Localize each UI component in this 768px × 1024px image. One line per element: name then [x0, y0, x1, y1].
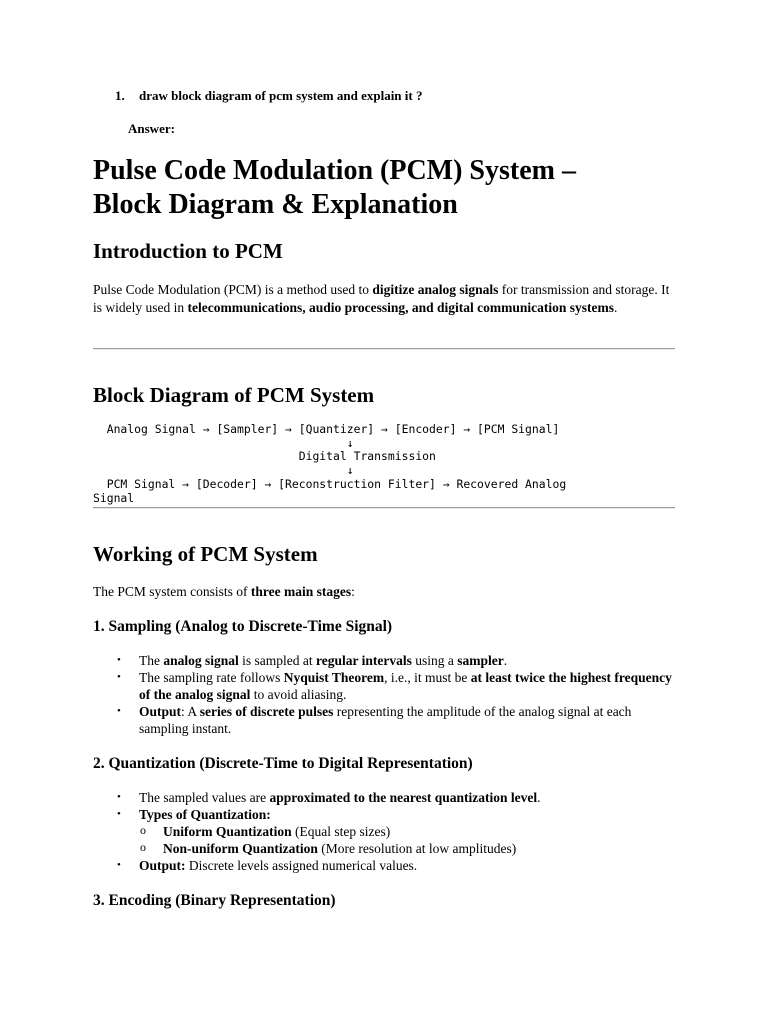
text-run: is sampled at	[238, 653, 317, 668]
divider-1	[93, 348, 675, 350]
text-run: : A	[181, 704, 200, 719]
working-paragraph	[93, 583, 675, 601]
intro-text-3: .	[614, 299, 618, 315]
quantization-types-list	[139, 823, 675, 857]
bold-run: regular intervals	[316, 653, 412, 668]
intro-paragraph	[93, 281, 675, 316]
question-number: 1.	[115, 88, 125, 103]
bold-run: sampler	[457, 653, 504, 668]
intro-text-2: for transmission and storage. It is widely used in	[93, 282, 670, 315]
intro-bold-1: digitize analog signals	[372, 282, 499, 297]
block-diagram-arrow-1: ↓	[93, 435, 354, 450]
bullet-icon: •	[117, 705, 121, 717]
bullet-icon: •	[117, 808, 121, 820]
block-diagram-text	[93, 423, 566, 505]
bold-run: Non-uniform Quantization	[163, 841, 318, 856]
text-run: .	[537, 790, 541, 805]
list-item	[115, 806, 675, 857]
list-item	[115, 789, 675, 806]
text-run: representing the amplitude of the analog signal at each sampling instant.	[139, 704, 632, 736]
list-item	[115, 669, 675, 703]
block-diagram-line-5: PCM Signal → [Decoder] → [Reconstruction Filter] → Recovered Analog	[93, 476, 567, 491]
quantization-list	[115, 789, 675, 874]
bold-run: approximated to the nearest quantization level	[269, 790, 538, 805]
intro-text-1: Pulse Code Modulation (PCM) is a method used to	[93, 282, 373, 297]
working-text-2: :	[351, 584, 355, 599]
sub-bullet-icon: o	[140, 840, 146, 854]
sub-bullet-icon: o	[140, 823, 146, 837]
text-run: .	[503, 653, 508, 668]
list-item	[139, 823, 675, 840]
working-heading: Working of PCM System	[93, 542, 318, 566]
page-title-line-1: Pulse Code Modulation (PCM) System –	[93, 155, 576, 186]
working-bold-1: three main stages	[250, 584, 352, 599]
encoding-heading: 3. Encoding (Binary Representation)	[93, 892, 336, 909]
bullet-icon: •	[117, 654, 121, 666]
quantization-heading: 2. Quantization (Discrete-Time to Digital Representation)	[93, 755, 473, 772]
intro-bold-2: telecommunications, audio processing, and digital communication systems	[187, 299, 615, 315]
text-run: (More resolution at low amplitudes)	[317, 841, 517, 856]
bullet-icon: •	[117, 859, 121, 871]
bold-run: Output:	[139, 858, 186, 873]
divider-2	[93, 507, 675, 509]
text-run: (Equal step sizes)	[291, 824, 391, 839]
list-item	[115, 703, 675, 737]
bold-run: Uniform Quantization	[163, 824, 292, 839]
question-item	[115, 88, 422, 104]
bold-run: Types of Quantization:	[139, 807, 271, 822]
text-run: The sampled values are	[139, 790, 270, 805]
bold-run: Output	[139, 704, 182, 719]
question-text: draw block diagram of pcm system and explain it ?	[139, 88, 423, 103]
answer-label: Answer:	[128, 121, 175, 136]
list-item	[139, 840, 675, 857]
text-run: The	[139, 653, 164, 668]
text-run: using a	[411, 653, 458, 668]
bold-run: analog signal	[163, 653, 239, 668]
text-run: Discrete levels assigned numerical values.	[185, 858, 418, 873]
block-diagram-line-3: Digital Transmission	[93, 449, 436, 464]
list-item	[115, 857, 675, 874]
intro-heading: Introduction to PCM	[93, 239, 283, 263]
bullet-icon: •	[117, 671, 121, 683]
page-title-line-2: Block Diagram & Explanation	[93, 189, 458, 220]
sampling-list	[115, 652, 675, 737]
block-diagram-heading: Block Diagram of PCM System	[93, 383, 375, 407]
text-run: , i.e., it must be	[384, 670, 471, 685]
text-run: to avoid aliasing.	[250, 687, 347, 702]
list-item	[115, 652, 675, 669]
sampling-heading: 1. Sampling (Analog to Discrete-Time Signal)	[93, 618, 393, 635]
block-diagram-arrow-2: ↓	[93, 463, 354, 478]
bold-run: at least twice the highest frequency of the analog signal	[139, 670, 672, 702]
bold-run: Nyquist Theorem	[283, 670, 385, 685]
bullet-icon: •	[117, 791, 121, 803]
text-run: The sampling rate follows	[139, 670, 284, 685]
page-title	[93, 154, 675, 222]
bold-run: series of discrete pulses	[199, 704, 334, 719]
block-diagram-line-6: Signal	[93, 490, 135, 505]
working-text-1: The PCM system consists of	[93, 584, 251, 599]
block-diagram-line-1: Analog Signal → [Sampler] → [Quantizer] → [Encoder] → [PCM Signal]	[93, 422, 560, 436]
